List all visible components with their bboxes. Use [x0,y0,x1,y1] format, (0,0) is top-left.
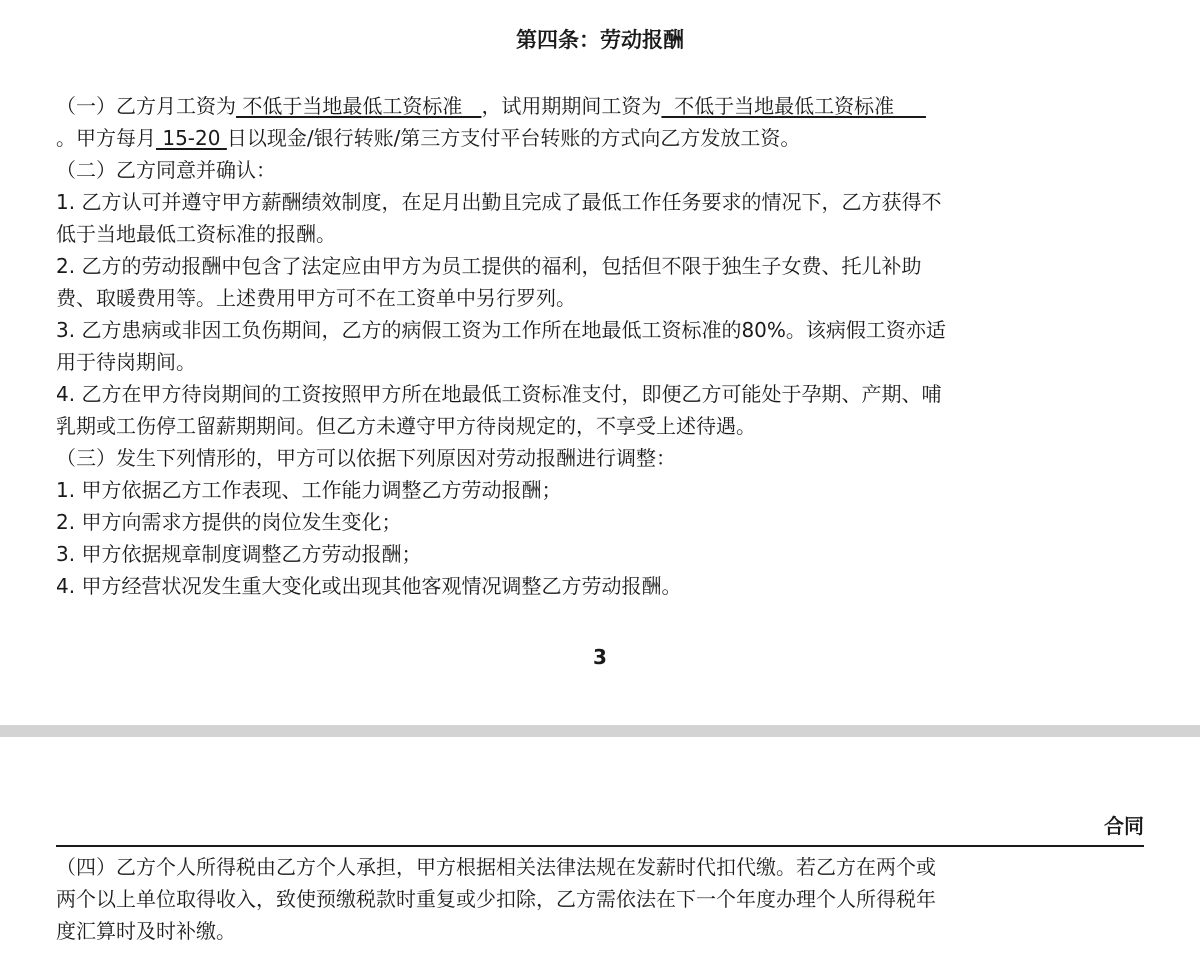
text-line: 用于待岗期间。 [56,350,196,374]
text-segment: 日以现金/银行转账/第三方支付平台转账的方式向乙方发放工资。 [226,126,801,150]
text-line: 低于当地最低工资标准的报酬。 [56,222,336,246]
text-line: 2. 甲方向需求方提供的岗位发生变化； [56,510,402,534]
salary-clause-line-2 [56,122,1146,154]
text-line: 4. 甲方经营状况发生重大变化或出现其他客观情况调整乙方劳动报酬。 [56,574,682,598]
article-body-continued [56,851,1146,947]
text-line: 度汇算时及时补缴。 [56,919,236,943]
text-line: （四）乙方个人所得税由乙方个人承担，甲方根据相关法律法规在发薪时代扣代缴。若乙方在两个或 [56,855,936,879]
text-line: 3. 甲方依据规章制度调整乙方劳动报酬； [56,542,422,566]
text-line: 1. 乙方认可并遵守甲方薪酬绩效制度，在足月出勤且完成了最低工作任务要求的情况下，乙方获得不 [56,190,942,214]
text-line: 乳期或工伤停工留薪期期间。但乙方未遵守甲方待岗规定的，不享受上述待遇。 [56,414,756,438]
text-line: 费、取暖费用等。上述费用甲方可不在工资单中另行罗列。 [56,286,576,310]
page-header-label: 合同 [1104,814,1144,838]
text-line: （三）发生下列情形的，甲方可以依据下列原因对劳动报酬进行调整： [56,446,676,470]
text-line: 两个以上单位取得收入，致使预缴税款时重复或少扣除，乙方需依法在下一个年度办理个人所得税年 [56,887,936,911]
text-segment: 。甲方每月 [56,126,156,150]
monthly-wage-fill: 不低于当地最低工资标准 [236,94,482,118]
pay-day-fill: 15-20 [156,126,227,150]
page-number: 3 [593,645,607,669]
text-line: 1. 甲方依据乙方工作表现、工作能力调整乙方劳动报酬； [56,478,562,502]
page-separator [0,725,1200,737]
text-line: 3. 乙方患病或非因工负伤期间，乙方的病假工资为工作所在地最低工资标准的80%。该病假工资亦适 [56,318,946,342]
article-title: 第四条：劳动报酬 [516,28,684,52]
text-line: 4. 乙方在甲方待岗期间的工资按照甲方所在地最低工资标准支付，即便乙方可能处于孕期、产期、哺 [56,382,942,406]
header-rule [56,845,1144,847]
text-line: （二）乙方同意并确认： [56,158,276,182]
text-line: 2. 乙方的劳动报酬中包含了法定应由甲方为员工提供的福利，包括但不限于独生子女费、托儿补助 [56,254,922,278]
salary-clause-line-1 [56,90,1146,122]
text-segment: ，试用期期间工资为 [481,94,662,118]
article-body [56,90,1146,602]
document-page-4 [0,737,1200,962]
probation-wage-fill: 不低于当地最低工资标准 [661,94,926,118]
text-segment: （一）乙方月工资为 [56,94,236,118]
